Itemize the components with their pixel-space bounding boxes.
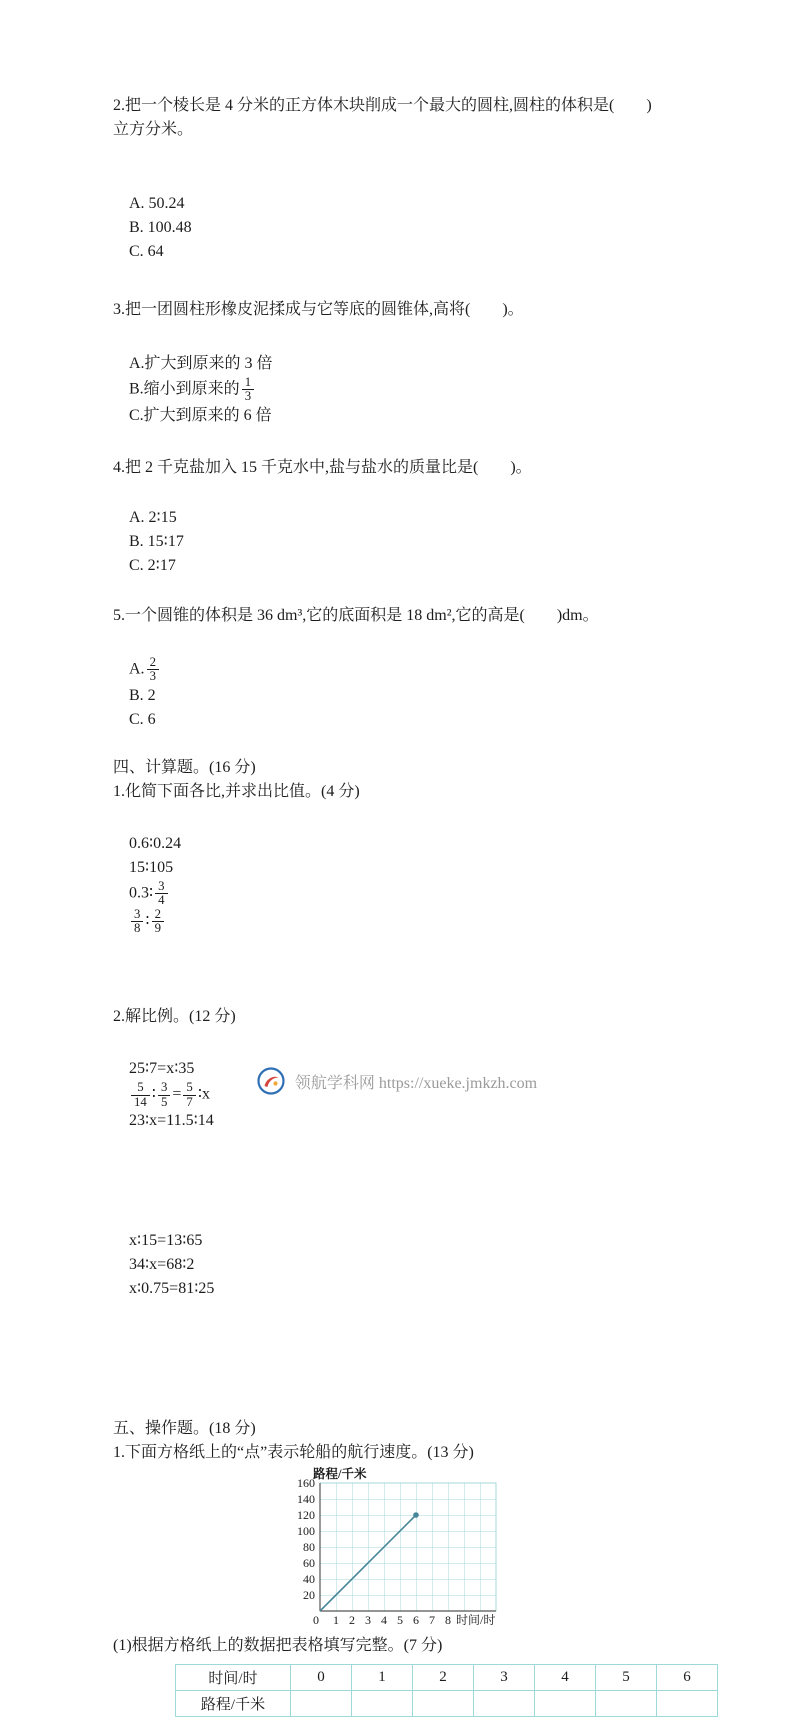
chart-x-axis-title: 时间/时 xyxy=(456,1613,496,1628)
table-cell: 6 xyxy=(657,1665,718,1691)
x-tick-label: 2 xyxy=(349,1613,355,1628)
equals-sign: = xyxy=(172,1085,182,1103)
y-tick-label: 20 xyxy=(303,1588,315,1603)
y-tick-label: 40 xyxy=(303,1572,315,1587)
q4-option-a: A. 2∶15 xyxy=(129,508,177,526)
table-cell-empty xyxy=(657,1691,718,1717)
table-cell: 3 xyxy=(474,1665,535,1691)
fraction xyxy=(147,656,159,684)
y-tick-label: 60 xyxy=(303,1556,315,1571)
y-tick-label: 140 xyxy=(297,1492,315,1507)
q3-options xyxy=(113,328,723,452)
fraction xyxy=(131,908,143,936)
q4-option-c: C. 2∶17 xyxy=(129,556,176,574)
q5-text: 5.一个圆锥的体积是 36 dm³,它的底面积是 18 dm²,它的高是( )dm。 xyxy=(113,606,599,624)
table-cell: 1 xyxy=(352,1665,413,1691)
x-tick-label: 1 xyxy=(333,1613,339,1628)
ratio-separator: ∶ xyxy=(151,1085,156,1103)
fraction-numerator: 3 xyxy=(158,878,165,893)
chart-y-tick-labels xyxy=(297,1476,315,1602)
fraction xyxy=(152,908,164,936)
y-tick-label: 100 xyxy=(297,1524,315,1539)
fraction xyxy=(242,376,254,404)
table-cell-empty xyxy=(413,1691,474,1717)
fraction-denominator: 14 xyxy=(131,1095,150,1109)
x-tick-label: 8 xyxy=(445,1613,451,1628)
section5-title: 五、操作题。(18 分) xyxy=(113,1420,256,1438)
q2-text-cont: 立方分米。 xyxy=(113,121,194,138)
fraction-denominator: 8 xyxy=(131,921,143,935)
q3-option-c: C.扩大到原来的 6 倍 xyxy=(129,406,272,424)
fraction-denominator: 3 xyxy=(242,389,254,403)
y-tick-label: 120 xyxy=(297,1508,315,1523)
origin-label: 0 xyxy=(313,1613,319,1628)
fraction-numerator: 1 xyxy=(244,375,252,389)
table-cell: 4 xyxy=(535,1665,596,1691)
ratio-expression-1: 0.6∶0.24 xyxy=(129,834,182,852)
q3-option-b xyxy=(129,376,301,404)
x-tick-label: 3 xyxy=(365,1613,371,1628)
fraction-numerator: 3 xyxy=(160,1080,168,1095)
fraction-denominator: 3 xyxy=(147,669,159,683)
fraction-numerator: 5 xyxy=(186,1080,193,1095)
x-tick-label: 6 xyxy=(413,1613,419,1628)
section4-sub2: 2.解比例。(12 分) xyxy=(113,1008,236,1026)
q5-option-a xyxy=(129,656,246,684)
q3-text: 3.把一团圆柱形橡皮泥揉成与它等底的圆锥体,高将( )。 xyxy=(113,301,524,318)
ship-speed-endpoint xyxy=(413,1512,419,1518)
q2-option-c: C. 64 xyxy=(129,243,164,260)
table-row-distance xyxy=(176,1691,718,1717)
chart-x-tick-labels xyxy=(313,1613,451,1627)
q3-option-b-text: B.缩小到原来的 xyxy=(129,380,240,398)
fraction-denominator: 9 xyxy=(152,921,164,935)
proportion-equation-6: x∶0.75=81∶25 xyxy=(129,1280,215,1298)
q4-options xyxy=(113,482,723,602)
chart-grid xyxy=(320,1483,496,1611)
q5-option-b: B. 2 xyxy=(129,686,156,704)
fraction-denominator: 4 xyxy=(155,893,167,907)
table-cell: 5 xyxy=(596,1665,657,1691)
ratio-expression-4 xyxy=(129,908,166,936)
fraction-numerator: 5 xyxy=(137,1080,144,1095)
y-tick-label: 80 xyxy=(303,1540,315,1555)
table-cell: 0 xyxy=(291,1665,352,1691)
fraction-numerator: 2 xyxy=(154,906,161,921)
section5-sub1: 1.下面方格纸上的“点”表示轮船的航行速度。(13 分) xyxy=(113,1444,474,1462)
fraction xyxy=(155,880,167,908)
q2-option-b: B. 100.48 xyxy=(129,219,192,236)
fraction-denominator: 5 xyxy=(158,1095,170,1109)
section4-sub1: 1.化简下面各比,并求出比值。(4 分) xyxy=(113,782,360,800)
site-logo-icon xyxy=(256,1066,286,1096)
simplify-ratio-row xyxy=(113,808,723,960)
table-header-distance: 路程/千米 xyxy=(176,1691,291,1717)
footer xyxy=(0,1066,793,1096)
q4-option-b: B. 15∶17 xyxy=(129,532,184,550)
fraction-denominator: 7 xyxy=(183,1095,195,1109)
time-distance-table xyxy=(175,1664,718,1717)
chart-y-axis-title: 路程/千米 xyxy=(313,1467,367,1482)
q5-option-a-text: A. xyxy=(129,660,145,678)
q3-option-a: A.扩大到原来的 3 倍 xyxy=(129,355,273,372)
q5-options xyxy=(113,632,723,756)
table-cell-empty xyxy=(596,1691,657,1717)
x-tick-label: 5 xyxy=(397,1613,403,1628)
q5-option-c: C. 6 xyxy=(129,710,156,728)
ratio-separator: ∶ xyxy=(145,912,150,930)
q2-text: 2.把一个棱长是 4 分米的正方体木块削成一个最大的圆柱,圆柱的体积是( ) xyxy=(113,97,652,114)
ratio-expression-2: 15∶105 xyxy=(129,858,174,876)
proportion-equation-2-tail: ∶x xyxy=(197,1085,210,1103)
proportion-equation-3: 23∶x=11.5∶14 xyxy=(129,1112,214,1130)
footer-watermark-text: 领航学科网 https://xueke.jmkzh.com xyxy=(294,1074,538,1092)
x-tick-label: 4 xyxy=(381,1613,387,1628)
table-row-time xyxy=(176,1665,718,1691)
ratio-expression-3 xyxy=(129,880,256,908)
fraction-numerator: 3 xyxy=(134,906,141,921)
x-tick-label: 7 xyxy=(429,1613,435,1628)
table-cell-empty xyxy=(352,1691,413,1717)
chart-svg xyxy=(265,1467,585,1629)
ratio-expression-3-text: 0.3∶ xyxy=(129,884,154,902)
table-cell-empty xyxy=(535,1691,596,1717)
solve-proportion-row-2 xyxy=(113,1205,723,1325)
table-cell-empty xyxy=(474,1691,535,1717)
section4-title: 四、计算题。(16 分) xyxy=(113,758,256,776)
q2-options xyxy=(113,168,723,288)
proportion-equation-4: x∶15=13∶65 xyxy=(129,1232,203,1250)
section5-sub2: (1)根据方格纸上的数据把表格填写完整。(7 分) xyxy=(113,1637,443,1655)
q2-option-a: A. 50.24 xyxy=(129,195,185,212)
y-tick-label: 160 xyxy=(297,1476,315,1491)
proportion-equation-5: 34∶x=68∶2 xyxy=(129,1256,195,1274)
table-cell: 2 xyxy=(413,1665,474,1691)
proportion-equation-1: 25∶7=x∶35 xyxy=(129,1060,195,1078)
speed-line-chart xyxy=(265,1467,723,1634)
fraction-numerator: 2 xyxy=(149,654,156,669)
table-header-time: 时间/时 xyxy=(176,1665,291,1691)
table-cell-empty xyxy=(291,1691,352,1717)
q4-text: 4.把 2 千克盐加入 15 千克水中,盐与盐水的质量比是( )。 xyxy=(113,458,532,476)
